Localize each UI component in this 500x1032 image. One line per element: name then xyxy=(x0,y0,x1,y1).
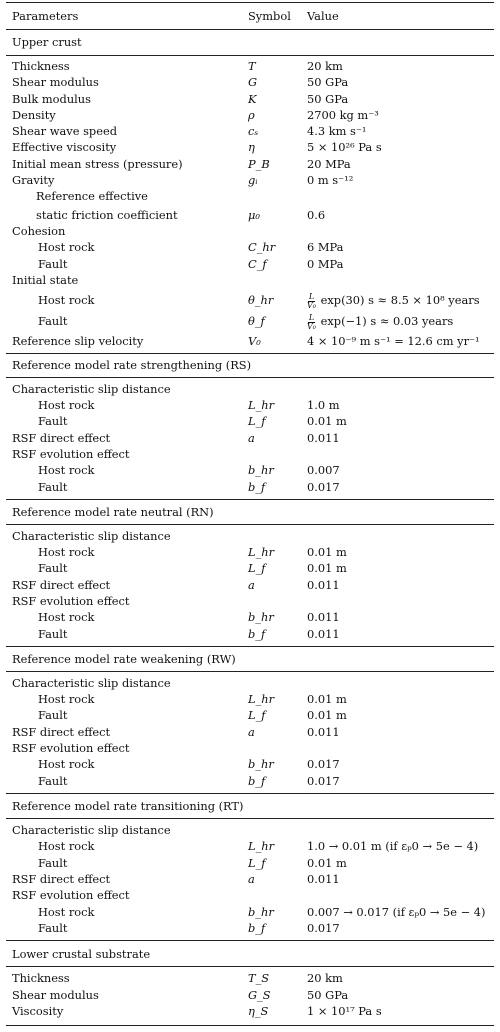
table-row: RSF evolution effect xyxy=(12,741,130,755)
table-row: RSF direct effect a 0.011 xyxy=(12,725,340,739)
section-rule xyxy=(6,55,494,56)
table-row: Fault b_f 0.017 xyxy=(38,921,340,935)
table-header xyxy=(0,8,500,24)
table-row: RSF direct effect a 0.011 xyxy=(12,578,340,592)
table-row: Effective viscosity η 5 × 10²⁶ Pa s xyxy=(12,140,382,154)
table-row: RSF evolution effect xyxy=(12,888,130,902)
header-value: Value xyxy=(307,9,339,23)
section-title-rn: Reference model rate neutral (RN) xyxy=(12,505,214,519)
table-row: Host rock L_hr 0.01 m xyxy=(38,692,347,706)
table-row: Fault b_f 0.011 xyxy=(38,627,340,641)
table-row: Characteristic slip distance xyxy=(12,382,171,396)
table-row: Shear modulus G_S 50 GPa xyxy=(12,988,349,1002)
table-row: RSF evolution effect xyxy=(12,594,130,608)
table-row: Initial mean stress (pressure) P_B 20 MPa xyxy=(12,157,351,171)
section-rule xyxy=(6,524,494,525)
table-row: Host rock b_hr 0.011 xyxy=(38,610,340,624)
section-rule xyxy=(6,940,494,941)
table-row: Shear wave speed cₛ 4.3 km s⁻¹ xyxy=(12,124,367,138)
section-rule xyxy=(6,818,494,819)
bottom-rule xyxy=(6,1025,494,1026)
section-rule xyxy=(6,353,494,354)
section-rule xyxy=(6,499,494,500)
table-row: Characteristic slip distance xyxy=(12,529,171,543)
section-rule xyxy=(6,671,494,672)
table-row: Fault L_f 0.01 m xyxy=(38,708,347,722)
table-row: Density ρ 2700 kg m⁻³ xyxy=(12,108,379,122)
section-rule xyxy=(6,646,494,647)
section-title-rt: Reference model rate transitioning (RT) xyxy=(12,799,244,813)
section-title-rs: Reference model rate strengthening (RS) xyxy=(12,358,252,372)
table-row: Fault L_f 0.01 m xyxy=(38,561,347,575)
table-row: Host rock b_hr 0.017 xyxy=(38,757,340,771)
table-row: Initial state xyxy=(12,273,79,287)
fraction: $\frac{L}{\text{V₀}}$ xyxy=(307,291,316,310)
table-row: RSF direct effect a 0.011 xyxy=(12,872,340,886)
section-rule xyxy=(6,377,494,378)
table-row: RSF evolution effect xyxy=(12,447,130,461)
table-row: Characteristic slip distance xyxy=(12,823,171,837)
header-rule xyxy=(6,29,494,30)
header-parameters: Parameters xyxy=(12,9,79,23)
table-row: Fault b_f 0.017 xyxy=(38,480,340,494)
table-row: Bulk modulus K 50 GPa xyxy=(12,92,349,106)
table-row: Fault θ_f $\frac{L}{\text{V₀}}$ exp(−1) s ≈ 0.03 years xyxy=(38,312,454,331)
table-row: Host rock b_hr 0.007 → 0.017 (if εₚ0 → 5e − 4) xyxy=(38,905,486,919)
table-row: RSF direct effect a 0.011 xyxy=(12,431,340,445)
table-row: Reference slip velocity V₀ 4 × 10⁻⁹ m s⁻¹ = 12.6 cm yr⁻¹ xyxy=(12,334,480,348)
table-row: Fault b_f 0.017 xyxy=(38,774,340,788)
section-rule xyxy=(6,793,494,794)
table-row: Thickness T_S 20 km xyxy=(12,971,343,985)
fraction: $\frac{L}{\text{V₀}}$ xyxy=(307,312,316,331)
table-row: Cohesion xyxy=(12,224,66,238)
table-row: Host rock L_hr 1.0 → 0.01 m (if εₚ0 → 5e − 4) xyxy=(38,839,479,853)
table-row: Shear modulus G 50 GPa xyxy=(12,75,349,89)
section-title-upper: Upper crust xyxy=(12,35,82,49)
table-row: Host rock L_hr 0.01 m xyxy=(38,545,347,559)
section-title-lower: Lower crustal substrate xyxy=(12,947,151,961)
table-row: Fault C_f 0 MPa xyxy=(38,257,344,271)
table-row: static friction coefficient μ₀ 0.6 xyxy=(36,208,326,222)
table-row: Gravity gᵢ 0 m s⁻¹² xyxy=(12,173,354,187)
table-row: Viscosity η_S 1 × 10¹⁷ Pa s xyxy=(12,1004,382,1018)
table-row: Characteristic slip distance xyxy=(12,676,171,690)
table-row: Fault L_f 0.01 m xyxy=(38,414,347,428)
table-row: Reference effective xyxy=(36,189,148,203)
table-row: Host rock C_hr 6 MPa xyxy=(38,240,344,254)
table-row: Host rock L_hr 1.0 m xyxy=(38,398,340,412)
section-rule xyxy=(6,966,494,967)
table-row: Thickness T 20 km xyxy=(12,59,343,73)
header-symbol: Symbol xyxy=(248,9,291,23)
table-row: Fault L_f 0.01 m xyxy=(38,856,347,870)
table-row: Host rock b_hr 0.007 xyxy=(38,463,340,477)
top-rule xyxy=(6,2,494,3)
section-title-rw: Reference model rate weakening (RW) xyxy=(12,652,236,666)
table-row: Host rock θ_hr $\frac{L}{\text{V₀}}$ exp(30) s ≈ 8.5 × 10⁸ years xyxy=(38,291,480,310)
